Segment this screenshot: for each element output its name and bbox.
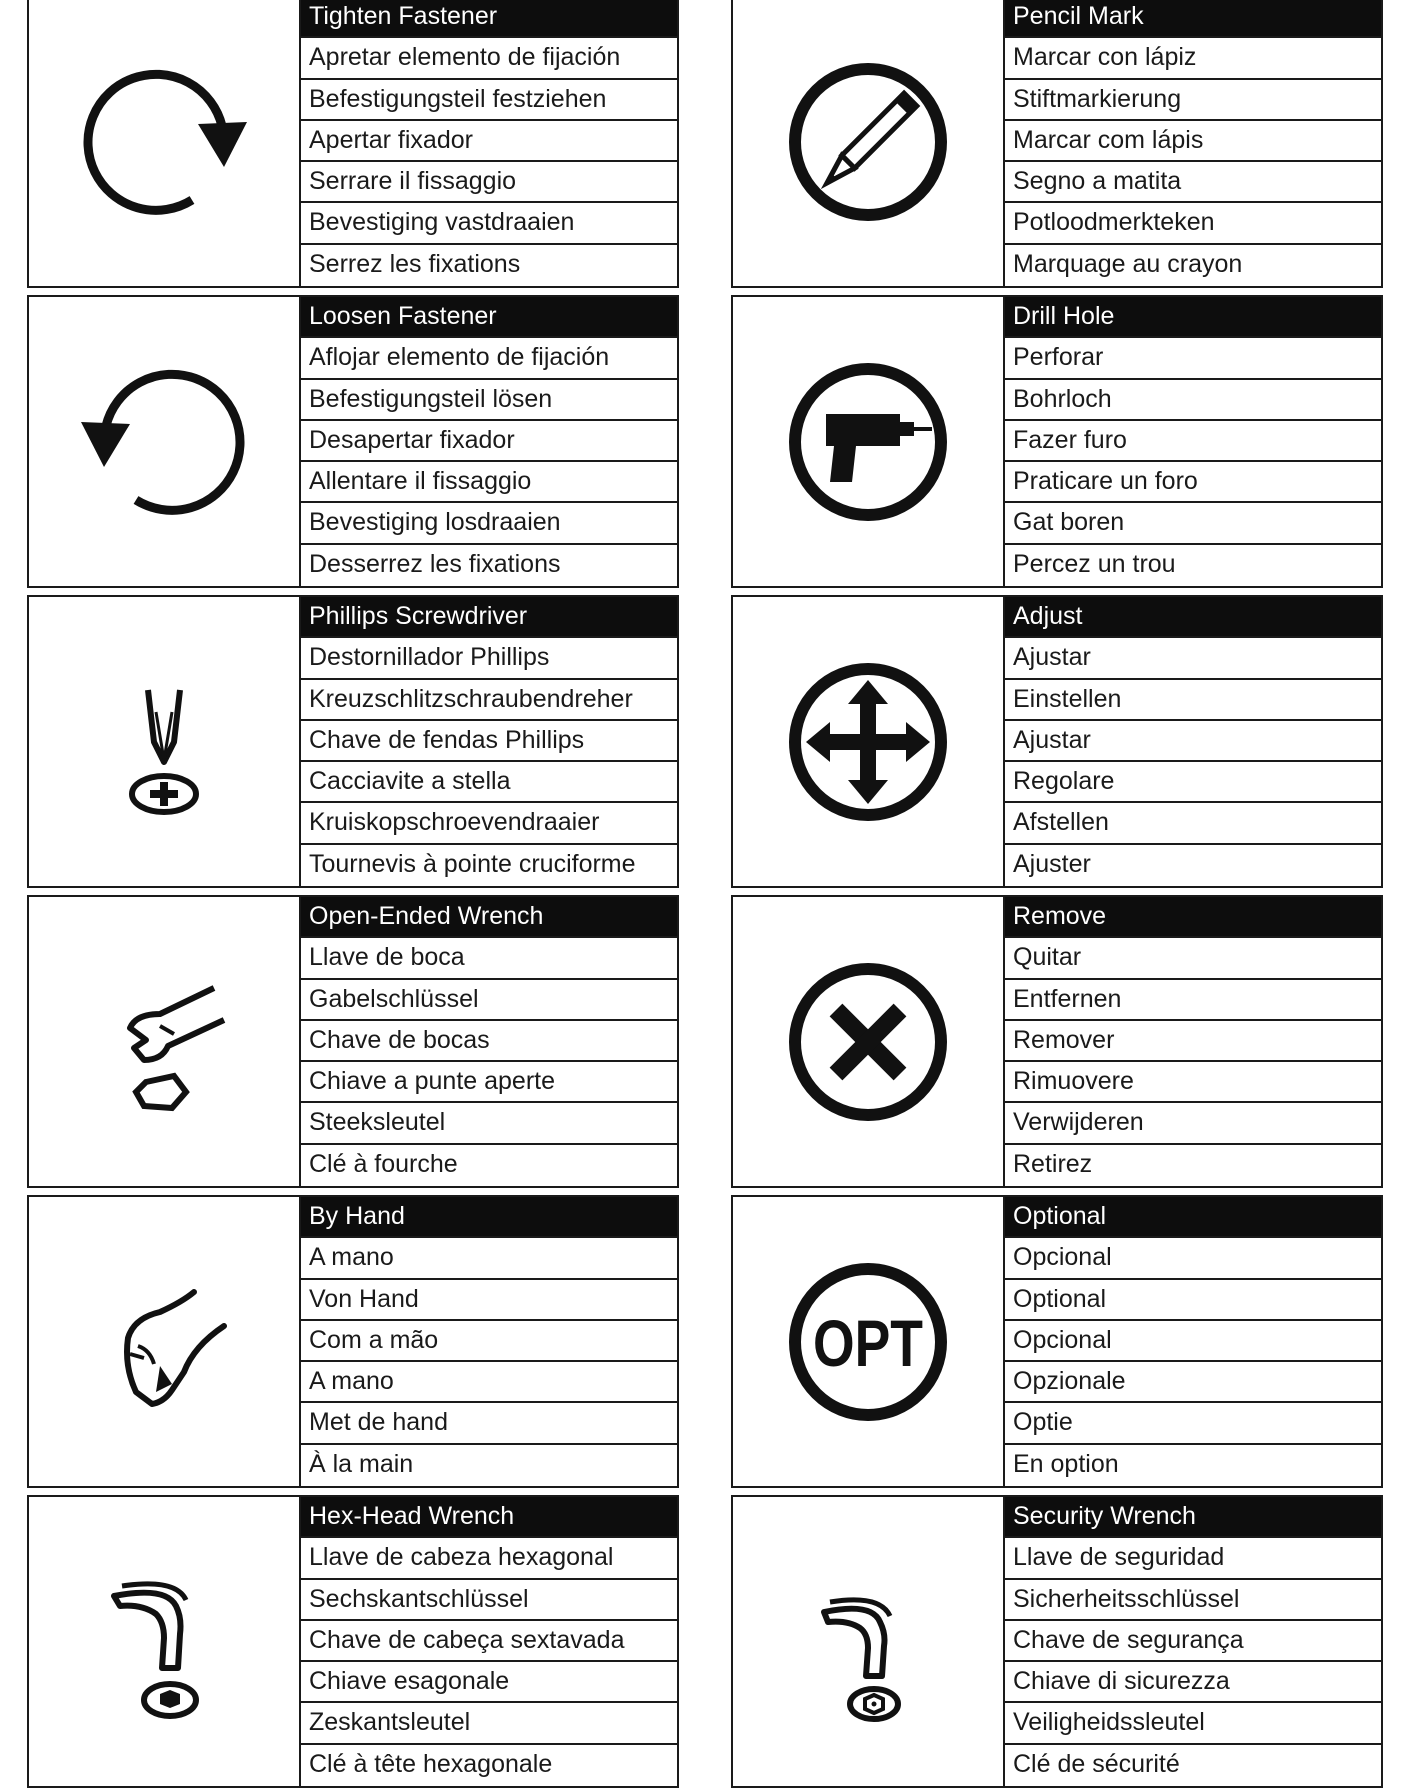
translation-fr: À la main <box>309 1449 414 1478</box>
translation-es: Perforar <box>1005 338 1381 379</box>
translation-es: Destornillador Phillips <box>301 638 677 679</box>
security-wrench-icon <box>768 1542 968 1742</box>
open-ended-wrench-icon <box>64 942 264 1142</box>
translation-nl: Bevestiging losdraaien <box>301 503 677 544</box>
icon-cell <box>29 1497 301 1786</box>
translation-es: Llave de cabeza hexagonal <box>301 1538 677 1579</box>
translation-nl: Veiligheidssleutel <box>1005 1703 1381 1744</box>
translation-es: Ajustar <box>1005 638 1381 679</box>
symbol-title: By Hand <box>301 1197 677 1238</box>
translation-nl: Optie <box>1005 1403 1381 1444</box>
drill-hole-icon <box>768 342 968 542</box>
symbol-card-loosen-fastener <box>27 295 679 588</box>
symbol-title: Tighten Fastener <box>301 0 677 38</box>
translation-es: Quitar <box>1005 938 1381 979</box>
translation-it: Allentare il fissaggio <box>301 462 677 503</box>
symbol-card-pencil-mark <box>731 0 1383 288</box>
symbol-title: Security Wrench <box>1005 1497 1381 1538</box>
translation-pt: Chave de bocas <box>301 1021 677 1062</box>
translation-de: Optional <box>1005 1280 1381 1321</box>
translation-it: Rimuovere <box>1005 1062 1381 1103</box>
icon-cell <box>733 0 1005 286</box>
optional-icon <box>768 1242 968 1442</box>
translation-fr: Marquage au crayon <box>1013 249 1243 278</box>
translation-pt: Remover <box>1005 1021 1381 1062</box>
translation-pt: Marcar com lápis <box>1005 121 1381 162</box>
optional-icon-text: OPT <box>813 1305 923 1380</box>
translation-fr: Retirez <box>1013 1149 1093 1178</box>
translation-nl: Zeskantsleutel <box>301 1703 677 1744</box>
symbol-title: Remove <box>1005 897 1381 938</box>
symbol-card-by-hand <box>27 1195 679 1488</box>
translation-it: Praticare un foro <box>1005 462 1381 503</box>
translation-fr: Percez un trou <box>1013 549 1176 578</box>
by-hand-icon <box>64 1242 264 1442</box>
translation-de: Sechskantschlüssel <box>301 1580 677 1621</box>
translation-nl: Potloodmerkteken <box>1005 203 1381 244</box>
hex-head-wrench-icon <box>64 1542 264 1742</box>
translation-pt: Chave de fendas Phillips <box>301 721 677 762</box>
translation-pt: Ajustar <box>1005 721 1381 762</box>
translation-pt: Apertar fixador <box>301 121 677 162</box>
translation-fr: Clé à fourche <box>309 1149 458 1178</box>
adjust-icon <box>768 642 968 842</box>
translation-nl: Met de hand <box>301 1403 677 1444</box>
remove-icon <box>768 942 968 1142</box>
symbol-card-adjust <box>731 595 1383 888</box>
icon-cell <box>733 1497 1005 1786</box>
translation-nl: Steeksleutel <box>301 1103 677 1144</box>
symbol-title: Phillips Screwdriver <box>301 597 677 638</box>
translation-es: Llave de seguridad <box>1005 1538 1381 1579</box>
translation-fr: Ajuster <box>1013 849 1091 878</box>
symbol-card-drill-hole <box>731 295 1383 588</box>
symbol-card-phillips-screwdriver <box>27 595 679 888</box>
translation-de: Befestigungsteil festziehen <box>301 80 677 121</box>
translation-fr: Clé de sécurité <box>1013 1749 1180 1778</box>
translation-it: Opzionale <box>1005 1362 1381 1403</box>
symbol-title: Pencil Mark <box>1005 0 1381 38</box>
translation-de: Bohrloch <box>1005 380 1381 421</box>
loosen-fastener-icon <box>64 342 264 542</box>
translation-fr: Serrez les fixations <box>309 249 521 278</box>
translation-fr: Desserrez les fixations <box>309 549 561 578</box>
pencil-mark-icon <box>768 42 968 242</box>
translation-nl: Verwijderen <box>1005 1103 1381 1144</box>
translation-fr: En option <box>1013 1449 1119 1478</box>
translation-pt: Chave de segurança <box>1005 1621 1381 1662</box>
symbol-title: Drill Hole <box>1005 297 1381 338</box>
translation-es: A mano <box>301 1238 677 1279</box>
translation-pt: Fazer furo <box>1005 421 1381 462</box>
translation-es: Opcional <box>1005 1238 1381 1279</box>
symbol-title: Adjust <box>1005 597 1381 638</box>
translation-nl: Afstellen <box>1005 803 1381 844</box>
translation-pt: Opcional <box>1005 1321 1381 1362</box>
translation-it: Cacciavite a stella <box>301 762 677 803</box>
translation-pt: Com a mão <box>301 1321 677 1362</box>
translation-de: Befestigungsteil lösen <box>301 380 677 421</box>
translation-it: Chiave a punte aperte <box>301 1062 677 1103</box>
translation-pt: Chave de cabeça sextavada <box>301 1621 677 1662</box>
translation-pt: Desapertar fixador <box>301 421 677 462</box>
translation-es: Llave de boca <box>301 938 677 979</box>
symbol-title: Optional <box>1005 1197 1381 1238</box>
translation-it: Chiave esagonale <box>301 1662 677 1703</box>
icon-cell <box>733 1197 1005 1486</box>
translation-de: Kreuzschlitzschraubendreher <box>301 680 677 721</box>
translation-it: Serrare il fissaggio <box>301 162 677 203</box>
symbol-card-remove <box>731 895 1383 1188</box>
symbol-title: Open-Ended Wrench <box>301 897 677 938</box>
translation-it: A mano <box>301 1362 677 1403</box>
symbol-card-open-ended-wrench <box>27 895 679 1188</box>
translation-it: Segno a matita <box>1005 162 1381 203</box>
translation-fr: Clé à tête hexagonale <box>309 1749 553 1778</box>
icon-cell <box>733 297 1005 586</box>
translation-es: Apretar elemento de fijación <box>301 38 677 79</box>
translation-nl: Gat boren <box>1005 503 1381 544</box>
icon-cell <box>29 897 301 1186</box>
tighten-fastener-icon <box>64 42 264 242</box>
translation-de: Einstellen <box>1005 680 1381 721</box>
icon-cell <box>29 297 301 586</box>
translation-nl: Kruiskopschroevendraaier <box>301 803 677 844</box>
icon-cell <box>733 897 1005 1186</box>
translation-es: Marcar con lápiz <box>1005 38 1381 79</box>
translation-de: Von Hand <box>301 1280 677 1321</box>
symbol-card-tighten-fastener <box>27 0 679 288</box>
icon-cell <box>29 597 301 886</box>
symbol-title: Hex-Head Wrench <box>301 1497 677 1538</box>
translation-it: Chiave di sicurezza <box>1005 1662 1381 1703</box>
symbol-title: Loosen Fastener <box>301 297 677 338</box>
translation-it: Regolare <box>1005 762 1381 803</box>
translation-fr: Tournevis à pointe cruciforme <box>309 849 636 878</box>
icon-cell <box>733 597 1005 886</box>
phillips-screwdriver-icon <box>64 642 264 842</box>
translation-de: Gabelschlüssel <box>301 980 677 1021</box>
translation-de: Sicherheitsschlüssel <box>1005 1580 1381 1621</box>
icon-cell <box>29 0 301 286</box>
icon-cell <box>29 1197 301 1486</box>
translation-de: Entfernen <box>1005 980 1381 1021</box>
translation-de: Stiftmarkierung <box>1005 80 1381 121</box>
symbol-card-hex-head-wrench <box>27 1495 679 1788</box>
translation-es: Aflojar elemento de fijación <box>301 338 677 379</box>
symbol-card-security-wrench <box>731 1495 1383 1788</box>
translation-nl: Bevestiging vastdraaien <box>301 203 677 244</box>
symbol-card-optional <box>731 1195 1383 1488</box>
